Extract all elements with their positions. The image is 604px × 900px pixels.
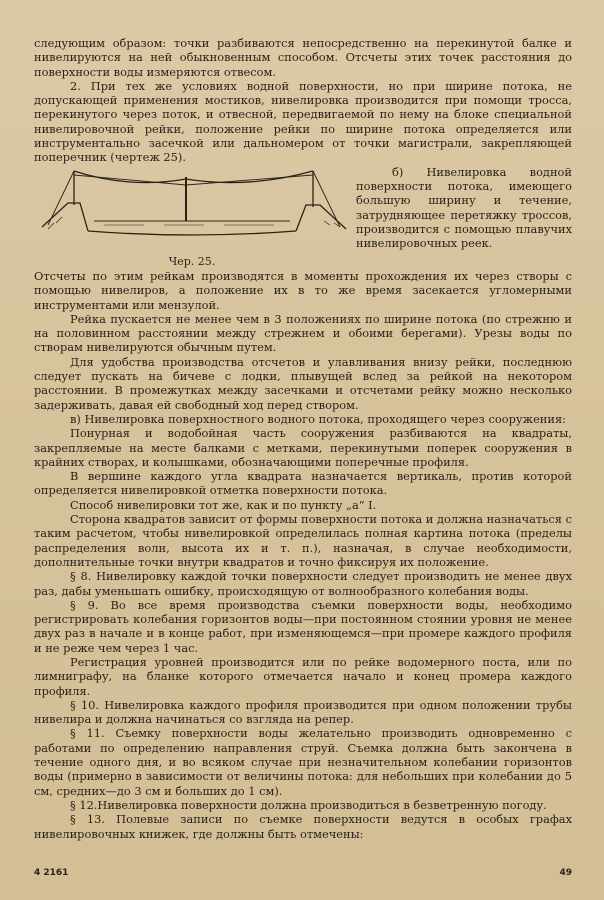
page-number: 49 (559, 868, 572, 878)
figure-block (34, 165, 572, 269)
text-blocks-before (34, 36, 572, 165)
upper-cable (74, 171, 313, 183)
paragraph: Для удобства производства отсчетов и улавливания внизу рейки, последнюю следует пускать на бичеве с лодки, плывущей вслед за рейкой на некотором расстоянии. В промежутках между засечками и отсчетами рейку можно несколько задерживать, давая ей свободный ход перед створом. (34, 354, 572, 412)
figure-side-text: б) Нивелировка водной поверхности потока, имеющего большую ширину и течение, затрудняющее перетяжку троссов, производится с помощью плавучих нивелировочных реек. (356, 164, 572, 251)
text-blocks-after (34, 269, 572, 841)
left-bank (42, 203, 88, 231)
paragraph: § 10. Нивелировка каждого профиля производится при одном положении трубы нивелира и должна начинаться со взгляда на репер. (34, 697, 572, 727)
page-footer (34, 868, 572, 878)
right-guy (313, 171, 340, 227)
paragraph: § 8. Нивелировку каждой точки поверхности следует производить не менее двух раз, дабы уменьшать ошибку, происходящую от волнообразного колебания воды. (34, 569, 572, 598)
signature-mark: 4 2161 (34, 868, 69, 878)
paragraph: 2. При тех же условиях водной поверхности, но при ширине потока, не допускающей применения мостиков, нивелировка производится при помощи тросса, перекинутого через поток, и отвесной, передвигаемой по нему на блоке специальной нивелировочной рейки, положение рейки по ширине потока определяется или инструментально засечкой или дальномером от точки магистрали, закрепляющей поперечник (чертеж 25). (34, 78, 572, 165)
paragraph: В вершине каждого угла квадрата назначается вертикаль, против которой определяется нивелировкой отметка поверхности потока. (34, 469, 572, 498)
paragraph: Понурная и водобойная часть сооружения разбиваются на квадраты, закрепляемые на месте балками с метками, перекинутыми поперек сооружения в крайних створах, и колышками, обозначающими поперечные профиля. (34, 426, 572, 469)
paragraph: § 9. Во все время производства съемки поверхности воды, необходимо регистрировать колебания горизонтов воды—при постоянном стоянии уровня не менее двух раз в начале и в конце работ, при изменяющемся—при промере каждого профиля и не реже чем через 1 час. (34, 597, 572, 655)
left-guy (48, 171, 74, 225)
figure-25 (34, 165, 350, 269)
channel-bed (88, 231, 296, 235)
paragraph: следующим образом: точки разбиваются непосредственно на перекинутой балке и нивелируются на ней обыкновенным способом. Отсчеты этих точек расстояния до поверхности воды измеряются отвесом. (34, 36, 572, 79)
paragraph: Регистрация уровней производится или по рейке водомерного поста, или по лимниграфу, на бланке которого отмечается начало и конец промера каждого профиля. (34, 654, 572, 698)
paragraph: § 11. Съемку поверхности воды желательно производить одновременно с работами по определению направления струй. Съемка должна быть закончена в течение одного дня, и во всяком случае при незначительном колебании горизонтов воды (примерно в зависимости от величины потока: для небольших при колебании до 5 см, средних—до 3 см и больших до 1 см). (34, 726, 572, 798)
figure-caption: Чер. 25. (168, 254, 216, 268)
paragraph: Рейка пускается не менее чем в 3 положениях по ширине потока (по стрежню и на половинном расстоянии между стрежнем и обоими берегами). Урезы воды по створам нивелируются обычным путем. (34, 311, 572, 355)
paragraph: Способ нивелировки тот же, как и по пункту „а“ I. (70, 497, 377, 512)
paragraph: в) Нивелировка поверхностного водного потока, проходящего через сооружения: (70, 411, 567, 426)
paragraph: Отсчеты по этим рейкам производятся в моменты прохождения их через створы с помощью нивелиров, а положение их в то же время засекается угломерными инструментами или мензулой. (34, 268, 572, 312)
ground-hatch (48, 217, 340, 229)
paragraph: Сторона квадратов зависит от формы поверхности потока и должна назначаться с таким расчетом, чтобы нивелировкой определилась полная картина потока (пределы распределения волн, высота их и т. п.), назначая, в случае необходимости, дополнительные точки внутри квадратов и точно фиксируя их положение. (34, 512, 572, 569)
body-text (34, 36, 572, 841)
cable-diagram (34, 165, 350, 247)
right-bank (296, 205, 346, 231)
paragraph: § 13. Полевые записи по съемке поверхности ведутся в особых графах нивелировочных книжек, где должны быть отмечены: (34, 812, 572, 841)
paragraph: § 12.Нивелировка поверхности должна производиться в безветренную погоду. (70, 797, 547, 812)
